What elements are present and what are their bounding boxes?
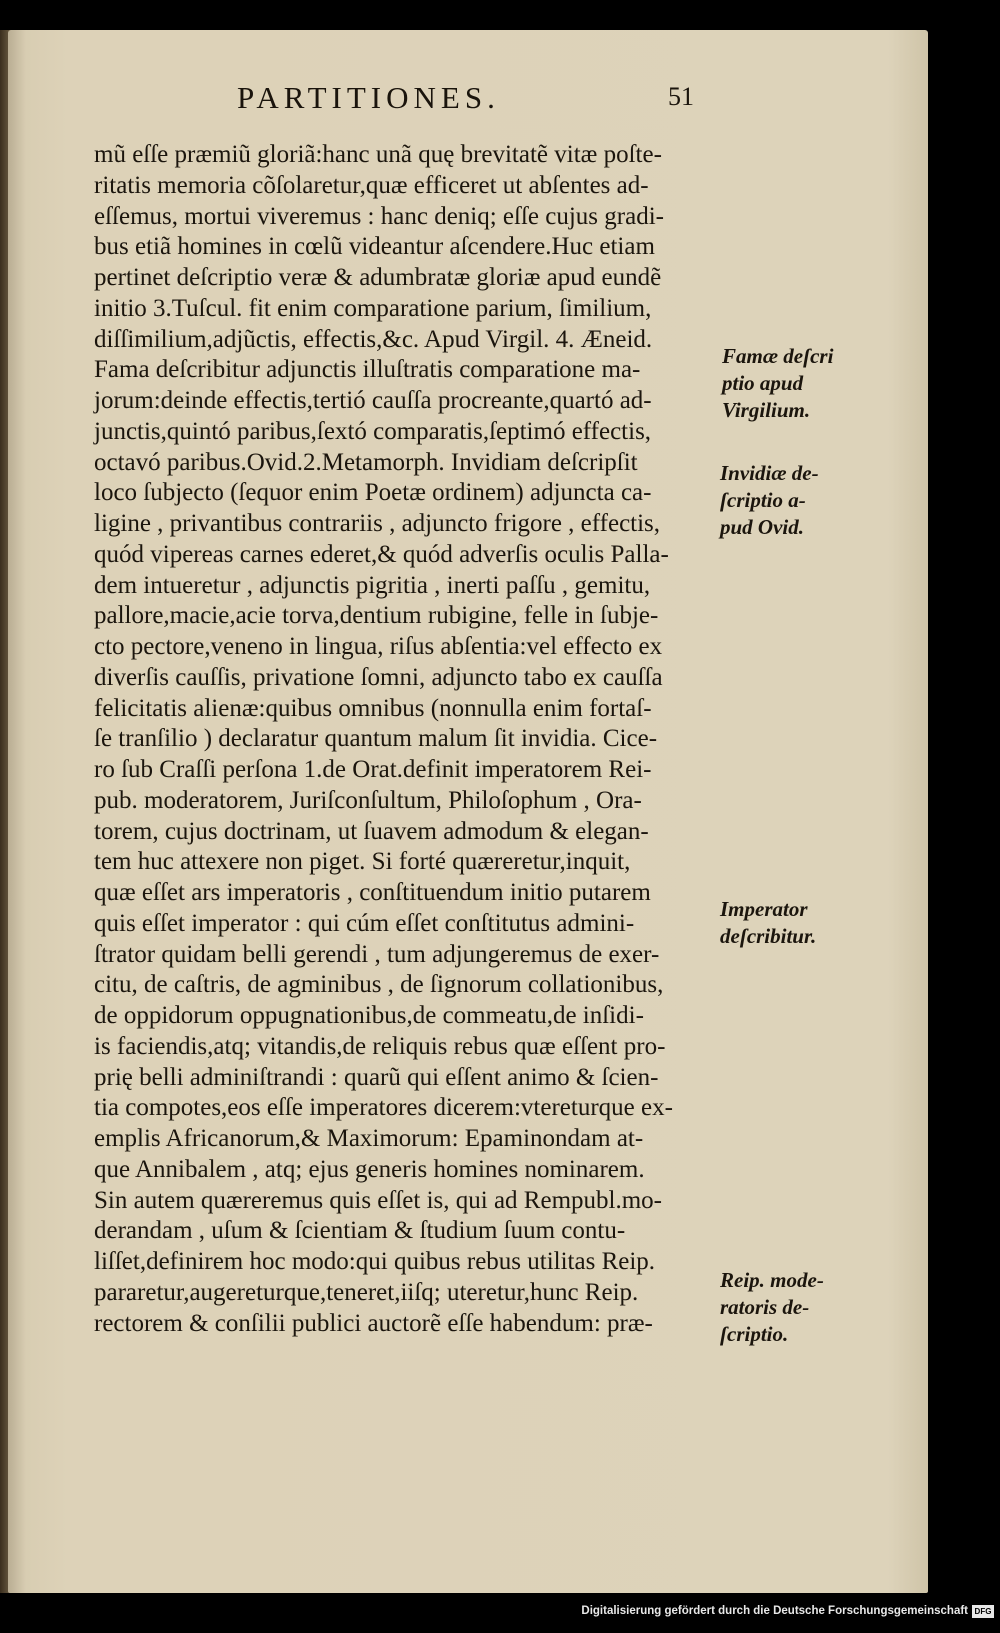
margin-note-line: deſcribitur. [720,924,817,948]
text-line: de oppidorum oppugnationibus,de commeatu,de inſidi- [94,1002,644,1029]
text-line: cto pectore,veneno in lingua, riſus abſentia:vel effecto ex [94,633,663,660]
text-line: quis eſſet imperator : qui cúm eſſet conſtitutus admini- [94,909,635,937]
text-line: quód vipereas carnes ederet,& quód adverſis oculis Palla- [94,540,669,568]
text-line: ritatis memoria cõſolaretur,quæ efficeret ut abſentes ad- [94,171,649,199]
margin-note-line: ptio apud [722,371,804,395]
text-line: bus etiã homines in cœlũ videantur aſcendere.Huc etiam [94,233,655,261]
text-line: mũ eſſe præmiũ gloriã:hanc unã quę brevitatẽ vitæ poſte- [94,141,662,168]
running-head [0,80,1000,120]
margin-note-reip [720,1267,824,1348]
text-line: torem, cujus doctrinam, ut ſuavem admodum & elegan- [94,817,649,845]
text-line: citu, de caſtris, de agminibus , de ſignorum collationibus, [94,971,664,999]
text-line: liſſet,definirem hoc modo:qui quibus rebus utilitas Reip. [94,1248,656,1275]
running-title: PARTITIONES. [237,80,500,115]
text-line: diverſis cauſſis, privatione ſomni, adjuncto tabo ex cauſſa [94,663,663,691]
text-line: initio 3.Tuſcul. fit enim comparatione parium, ſimilium, [94,294,652,322]
text-line: Fama deſcribitur adjunctis illuſtratis comparatione ma- [94,356,641,384]
text-line: quæ eſſet ars imperatoris , conſtituendum initio putarem [94,879,651,906]
text-line: jorum:deinde effectis,tertió cauſſa procreante,quartó ad- [94,387,652,414]
margin-note-line: Reip. mode- [720,1268,824,1292]
margin-note-line: Famæ deſcri [722,344,834,368]
margin-note-line: ſcriptio a- [720,488,806,512]
text-line: diſſimilium,adjũctis, effectis,&c. Apud Virgil. 4. Æneid. [94,325,653,353]
text-line: pub. moderatorem, Juriſconſultum, Philoſophum , Ora- [94,786,642,814]
margin-note-fama [722,343,833,424]
margin-note-line: pud Ovid. [720,515,804,539]
text-line: derandam , uſum & ſcientiam & ſtudium ſuum contu- [94,1217,626,1245]
text-line: ſe tranſilio ) declaratur quantum malum ſit invidia. Cice- [94,725,658,753]
margin-note-line: Virgilium. [722,398,811,422]
text-line: felicitatis alienæ:quibus omnibus (nonnulla enim fortaſ- [94,694,652,722]
margin-note-line: Imperator [720,897,808,921]
margin-note-line: ratoris de- [720,1295,810,1319]
text-line: prię belli adminiſtrandi : quarũ qui eſſent animo & ſcien- [94,1063,659,1091]
margin-note-invidia [720,460,819,541]
text-line: pertinet deſcriptio veræ & adumbratæ gloriæ apud eundẽ [94,264,662,291]
text-line: octavó paribus.Ovid.2.Metamorph. Invidiam deſcripſit [94,448,638,476]
margin-note-line: Invidiæ de- [720,461,819,485]
text-line: rectorem & conſilii publici auctorẽ eſſe habendum: præ- [94,1309,653,1337]
margin-note-line: ſcriptio. [720,1322,789,1346]
text-line: pararetur,augereturque,teneret,iiſq; uteretur,hunc Reip. [94,1278,639,1306]
text-line: tem huc attexere non piget. Si forté quæreretur,inquit, [94,848,631,876]
text-line: que Annibalem , atq; ejus generis homines nominarem. [94,1155,645,1183]
margin-note-imperator [720,896,816,950]
funding-credit: Digitalisierung gefördert durch die Deutsche Forschungsgemeinschaft [581,1605,968,1617]
body-text [94,140,714,1339]
footer [0,1602,1000,1626]
text-line: pallore,macie,acie torva,dentium rubigine, felle in ſubje- [94,602,659,630]
text-line: eſſemus, mortui viveremus : hanc deniq; eſſe cujus gradi- [94,202,664,230]
text-line: ro ſub Craſſi perſona 1.de Orat.definit imperatorem Rei- [94,756,652,783]
text-line: Sin autem quæreremus quis eſſet is, qui ad Rempubl.mo- [94,1186,662,1214]
text-line: loco ſubjecto (ſequor enim Poetæ ordinem) adjuncta ca- [94,479,652,507]
text-line: is faciendis,atq; vitandis,de reliquis rebus quæ eſſent pro- [94,1032,666,1060]
page-number: 51 [668,82,694,111]
dfg-logo-icon: DFG [972,1605,994,1618]
text-line: junctis,quintó paribus,ſextó comparatis,ſeptimó effectis, [94,417,652,445]
text-line: dem intueretur , adjunctis pigritia , inerti paſſu , gemitu, [94,571,651,599]
text-line: tia compotes,eos eſſe imperatores dicerem:vtereturque ex- [94,1094,673,1122]
text-line: ligine , privantibus contrariis , adjuncto frigore , effectis, [94,510,661,537]
text-line: emplis Africanorum,& Maximorum: Epaminondam at- [94,1125,644,1152]
text-line: ſtrator quidam belli gerendi , tum adjungeremus de exer- [94,940,660,968]
